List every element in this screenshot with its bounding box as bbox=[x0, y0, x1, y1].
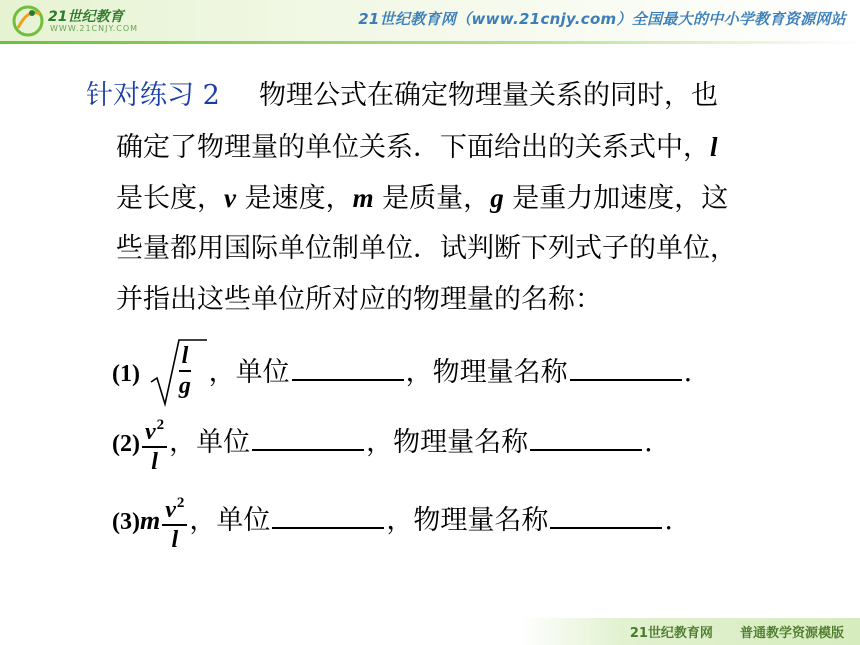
quantity-name-blank[interactable] bbox=[530, 423, 642, 451]
problem-text-4: 些量都用国际单位制单位．试判断下列式子的单位， bbox=[116, 233, 737, 264]
item-index: (3) bbox=[112, 509, 140, 535]
problem-text-1: 物理公式在确定物理量关系的同时，也 bbox=[258, 80, 718, 111]
period: . bbox=[683, 357, 693, 388]
unit-label: ，单位 bbox=[169, 427, 251, 458]
problem-label: 针对练习 2 bbox=[86, 80, 220, 111]
fraction bbox=[162, 491, 187, 552]
sqrt-icon bbox=[149, 338, 209, 410]
problem-line-1 bbox=[86, 80, 718, 112]
footer-site: 21世纪教育网 bbox=[629, 626, 713, 641]
fraction bbox=[179, 344, 192, 398]
problem-text-3c: 是质量， bbox=[373, 183, 491, 214]
problem-line-4 bbox=[116, 233, 737, 265]
footer-template: 普通教学资源模版 bbox=[739, 626, 844, 641]
logo-subtext: WWW.21CNJY.COM bbox=[50, 24, 139, 33]
quantity-name-label: ，物理量名称 bbox=[405, 357, 568, 388]
problem-line-5 bbox=[116, 284, 602, 316]
period: . bbox=[644, 427, 653, 458]
unit-label: ，单位 bbox=[189, 505, 271, 536]
unit-blank[interactable] bbox=[272, 501, 384, 529]
exponent: 2 bbox=[156, 417, 165, 433]
problem-text-5: 并指出这些单位所对应的物理量的名称： bbox=[116, 284, 602, 315]
fraction-numerator bbox=[142, 413, 167, 444]
problem-line-3 bbox=[116, 182, 728, 215]
numerator-var: v bbox=[144, 419, 156, 445]
fraction-bar bbox=[142, 446, 167, 448]
unit-blank[interactable] bbox=[292, 353, 404, 381]
logo-text: 21世纪教育 bbox=[48, 9, 124, 25]
fraction-denominator: g bbox=[178, 372, 191, 399]
question-item-1 bbox=[112, 337, 692, 409]
quantity-name-label: ，物理量名称 bbox=[386, 505, 549, 536]
fraction-bar bbox=[179, 370, 192, 372]
problem-line-2 bbox=[116, 131, 718, 164]
period: . bbox=[664, 505, 673, 536]
problem-text-2: 确定了物理量的单位关系．下面给出的关系式中， bbox=[116, 132, 710, 163]
var-m: m bbox=[352, 183, 374, 213]
prefix-var: m bbox=[139, 506, 161, 535]
quantity-name-blank[interactable] bbox=[570, 353, 682, 381]
footer-banner bbox=[520, 618, 860, 645]
fraction-numerator: l bbox=[181, 342, 189, 369]
var-v: v bbox=[224, 183, 236, 213]
numerator-var: v bbox=[165, 497, 176, 523]
quantity-name-blank[interactable] bbox=[550, 501, 662, 529]
quantity-name-label: ，物理量名称 bbox=[366, 427, 529, 458]
var-g: g bbox=[490, 183, 504, 213]
unit-blank[interactable] bbox=[252, 423, 364, 451]
header-title: 21世纪教育网（www.21cnjy.com）全国最大的中小学教育资源网站 bbox=[358, 10, 846, 28]
exponent: 2 bbox=[176, 495, 185, 511]
fraction-denominator: l bbox=[151, 449, 158, 475]
question-item-3 bbox=[112, 490, 673, 552]
item-index: (1) bbox=[112, 361, 140, 387]
fraction-denominator: l bbox=[171, 527, 179, 553]
var-l: l bbox=[710, 132, 718, 162]
footer-text bbox=[630, 622, 844, 641]
problem-text-3b: 是速度， bbox=[235, 183, 353, 214]
fraction-numerator bbox=[162, 491, 187, 522]
fraction-bar bbox=[162, 524, 187, 526]
unit-label: ，单位 bbox=[208, 357, 290, 388]
fraction bbox=[142, 413, 167, 474]
problem-text-3d: 是重力加速度，这 bbox=[503, 183, 729, 214]
problem-text-3a: 是长度， bbox=[116, 183, 224, 214]
item-index: (2) bbox=[112, 431, 140, 457]
question-item-2 bbox=[112, 412, 653, 474]
